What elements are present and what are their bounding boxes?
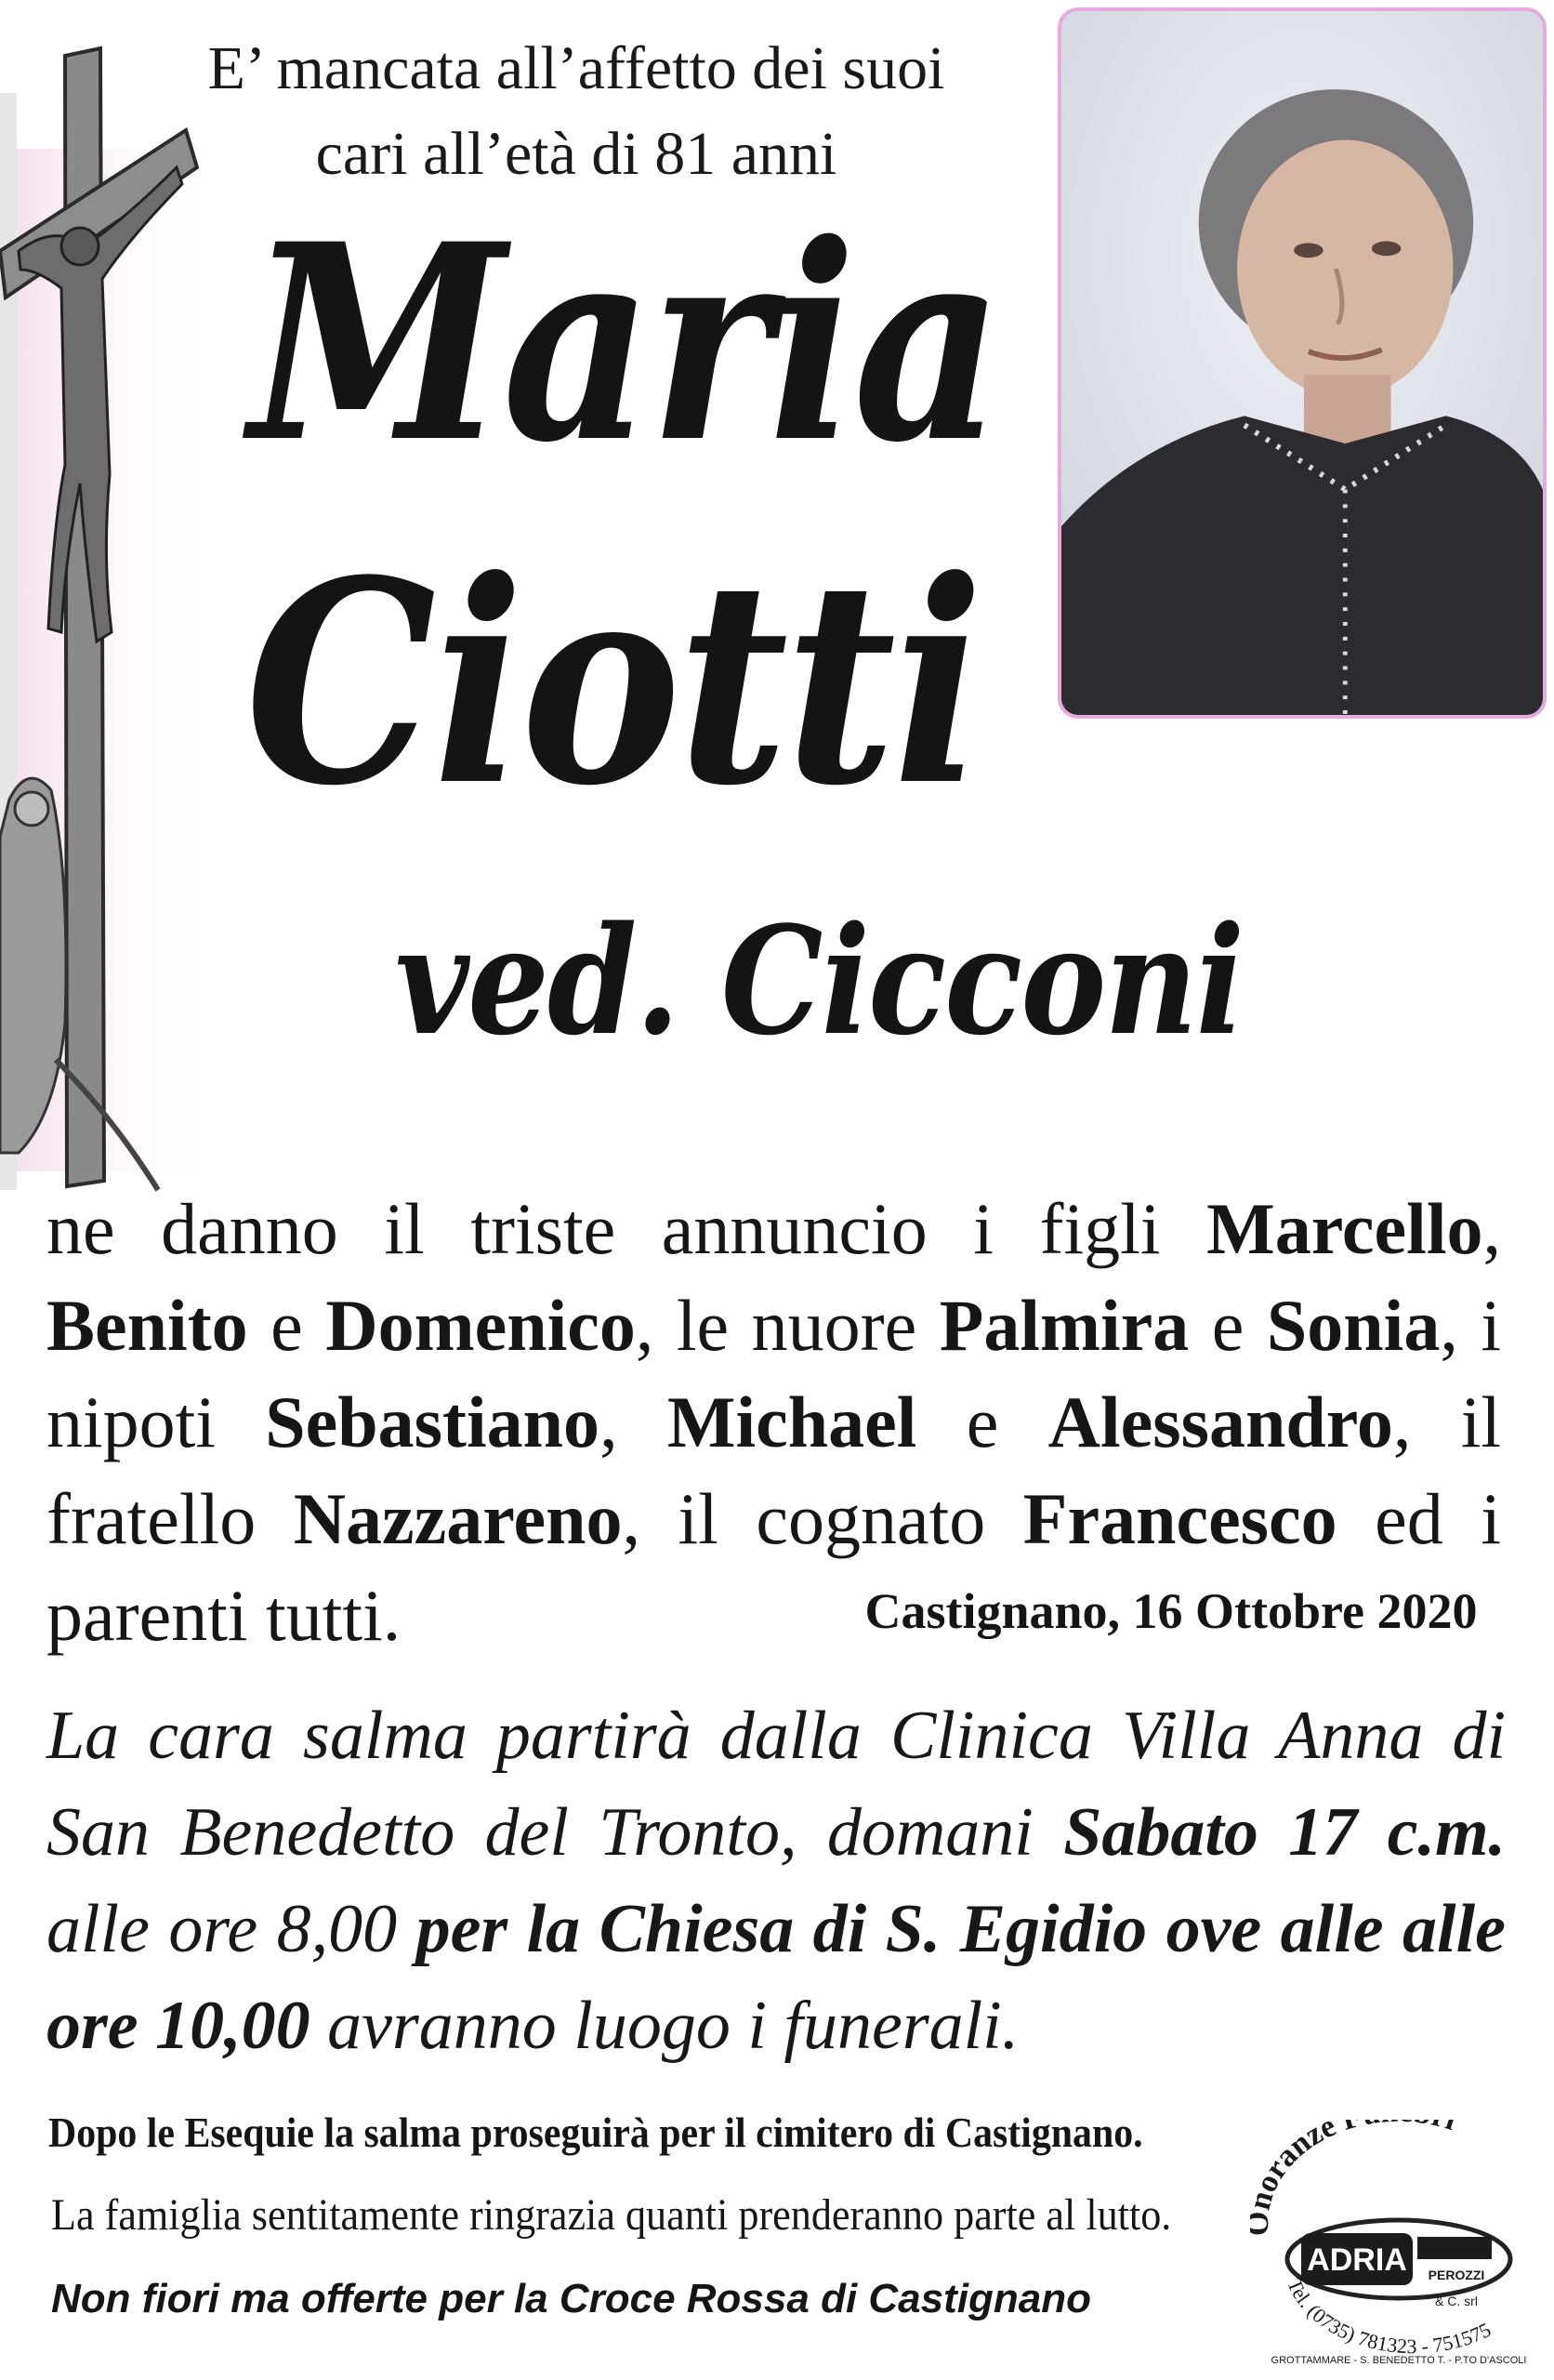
announce-text: , i nipoti (46, 1285, 1501, 1462)
daughter-in-law-name: Sonia (1266, 1285, 1441, 1366)
announce-text: , il cognato (622, 1478, 1023, 1559)
funeral-date: Sabato 17 c.m. (1063, 1794, 1506, 1871)
funeral-church: per la Chiesa di S. Egidio ove alle alle ore 10,00 (46, 1891, 1506, 2064)
funeral-text: La cara salma partirà dalla Clinica Villa Anna di San Benedetto del Tronto, domani (46, 1698, 1506, 1871)
deceased-last-name: Ciotti (245, 519, 981, 847)
intro-line-1: E’ mancata all’affetto dei suoi (207, 34, 945, 102)
announce-text: ne danno il triste annuncio i figli (46, 1188, 1207, 1269)
logo-arc-text: oranze (1250, 2120, 1341, 2198)
burial-note: Dopo le Esequie la salma proseguirà per il cimitero di Castignano. (48, 2109, 1143, 2156)
brother-in-law-name: Francesco (1022, 1478, 1337, 1559)
child-name: Domenico (325, 1285, 636, 1366)
portrait-photo (1058, 7, 1547, 719)
deceased-first-name: Maria (249, 186, 1001, 502)
announce-text: ed i parenti tutti. (46, 1478, 1501, 1656)
announce-text: , (1482, 1188, 1501, 1269)
announce-text: , il fratello (46, 1382, 1502, 1559)
place-and-date: Castignano, 16 Ottobre 2020 (864, 1583, 1478, 1639)
funeral-home-logo (1250, 2120, 1547, 2371)
logo-locations: GROTTAMMARE - S. BENEDETTO T. - P.TO D'ASCOLI (1271, 2355, 1527, 2366)
announce-text: e (916, 1382, 1048, 1462)
intro-line-2: cari all’età di 81 anni (315, 120, 837, 188)
child-name: Benito (46, 1285, 248, 1366)
crucifix-illustration (0, 37, 242, 1246)
funeral-details (46, 1687, 1506, 2074)
svg-text:Onoranze Funebri (1250, 2120, 1460, 2236)
daughter-in-law-name: Palmira (939, 1285, 1190, 1366)
brother-name: Nazzareno (293, 1478, 623, 1559)
logo-partner: PEROZZI (1428, 2268, 1485, 2282)
grandchild-name: Alessandro (1047, 1382, 1393, 1462)
funeral-text: avranno luogo i funerali. (309, 1988, 1020, 2064)
funeral-home-logo-graphic (1250, 2120, 1547, 2371)
widow-of-name: ved. Cicconi (395, 893, 1244, 1068)
funeral-text: alle ore 8,00 (46, 1891, 416, 1967)
announce-text: , le nuore (635, 1285, 940, 1366)
announce-text: , (599, 1382, 667, 1462)
grandchild-name: Michael (666, 1382, 917, 1462)
intro-text (139, 26, 1013, 197)
child-name: Marcello (1206, 1188, 1483, 1269)
logo-brand: ADRIA (1307, 2242, 1407, 2278)
thanks-note: La famiglia sentitamente ringrazia quanti prenderanno parte al lutto. (51, 2190, 1172, 2240)
portrait-illustration (1061, 11, 1543, 715)
grandchild-name: Sebastiano (265, 1382, 600, 1462)
donation-note: Non fiori ma offerte per la Croce Rossa di Castignano (51, 2276, 1091, 2321)
logo-phone: Tel. (0735) 781323 - 751575 (1283, 2275, 1495, 2359)
logo-suffix: & C. srl (1435, 2294, 1478, 2308)
announce-text: e (247, 1285, 326, 1366)
announce-text: e (1189, 1285, 1267, 1366)
